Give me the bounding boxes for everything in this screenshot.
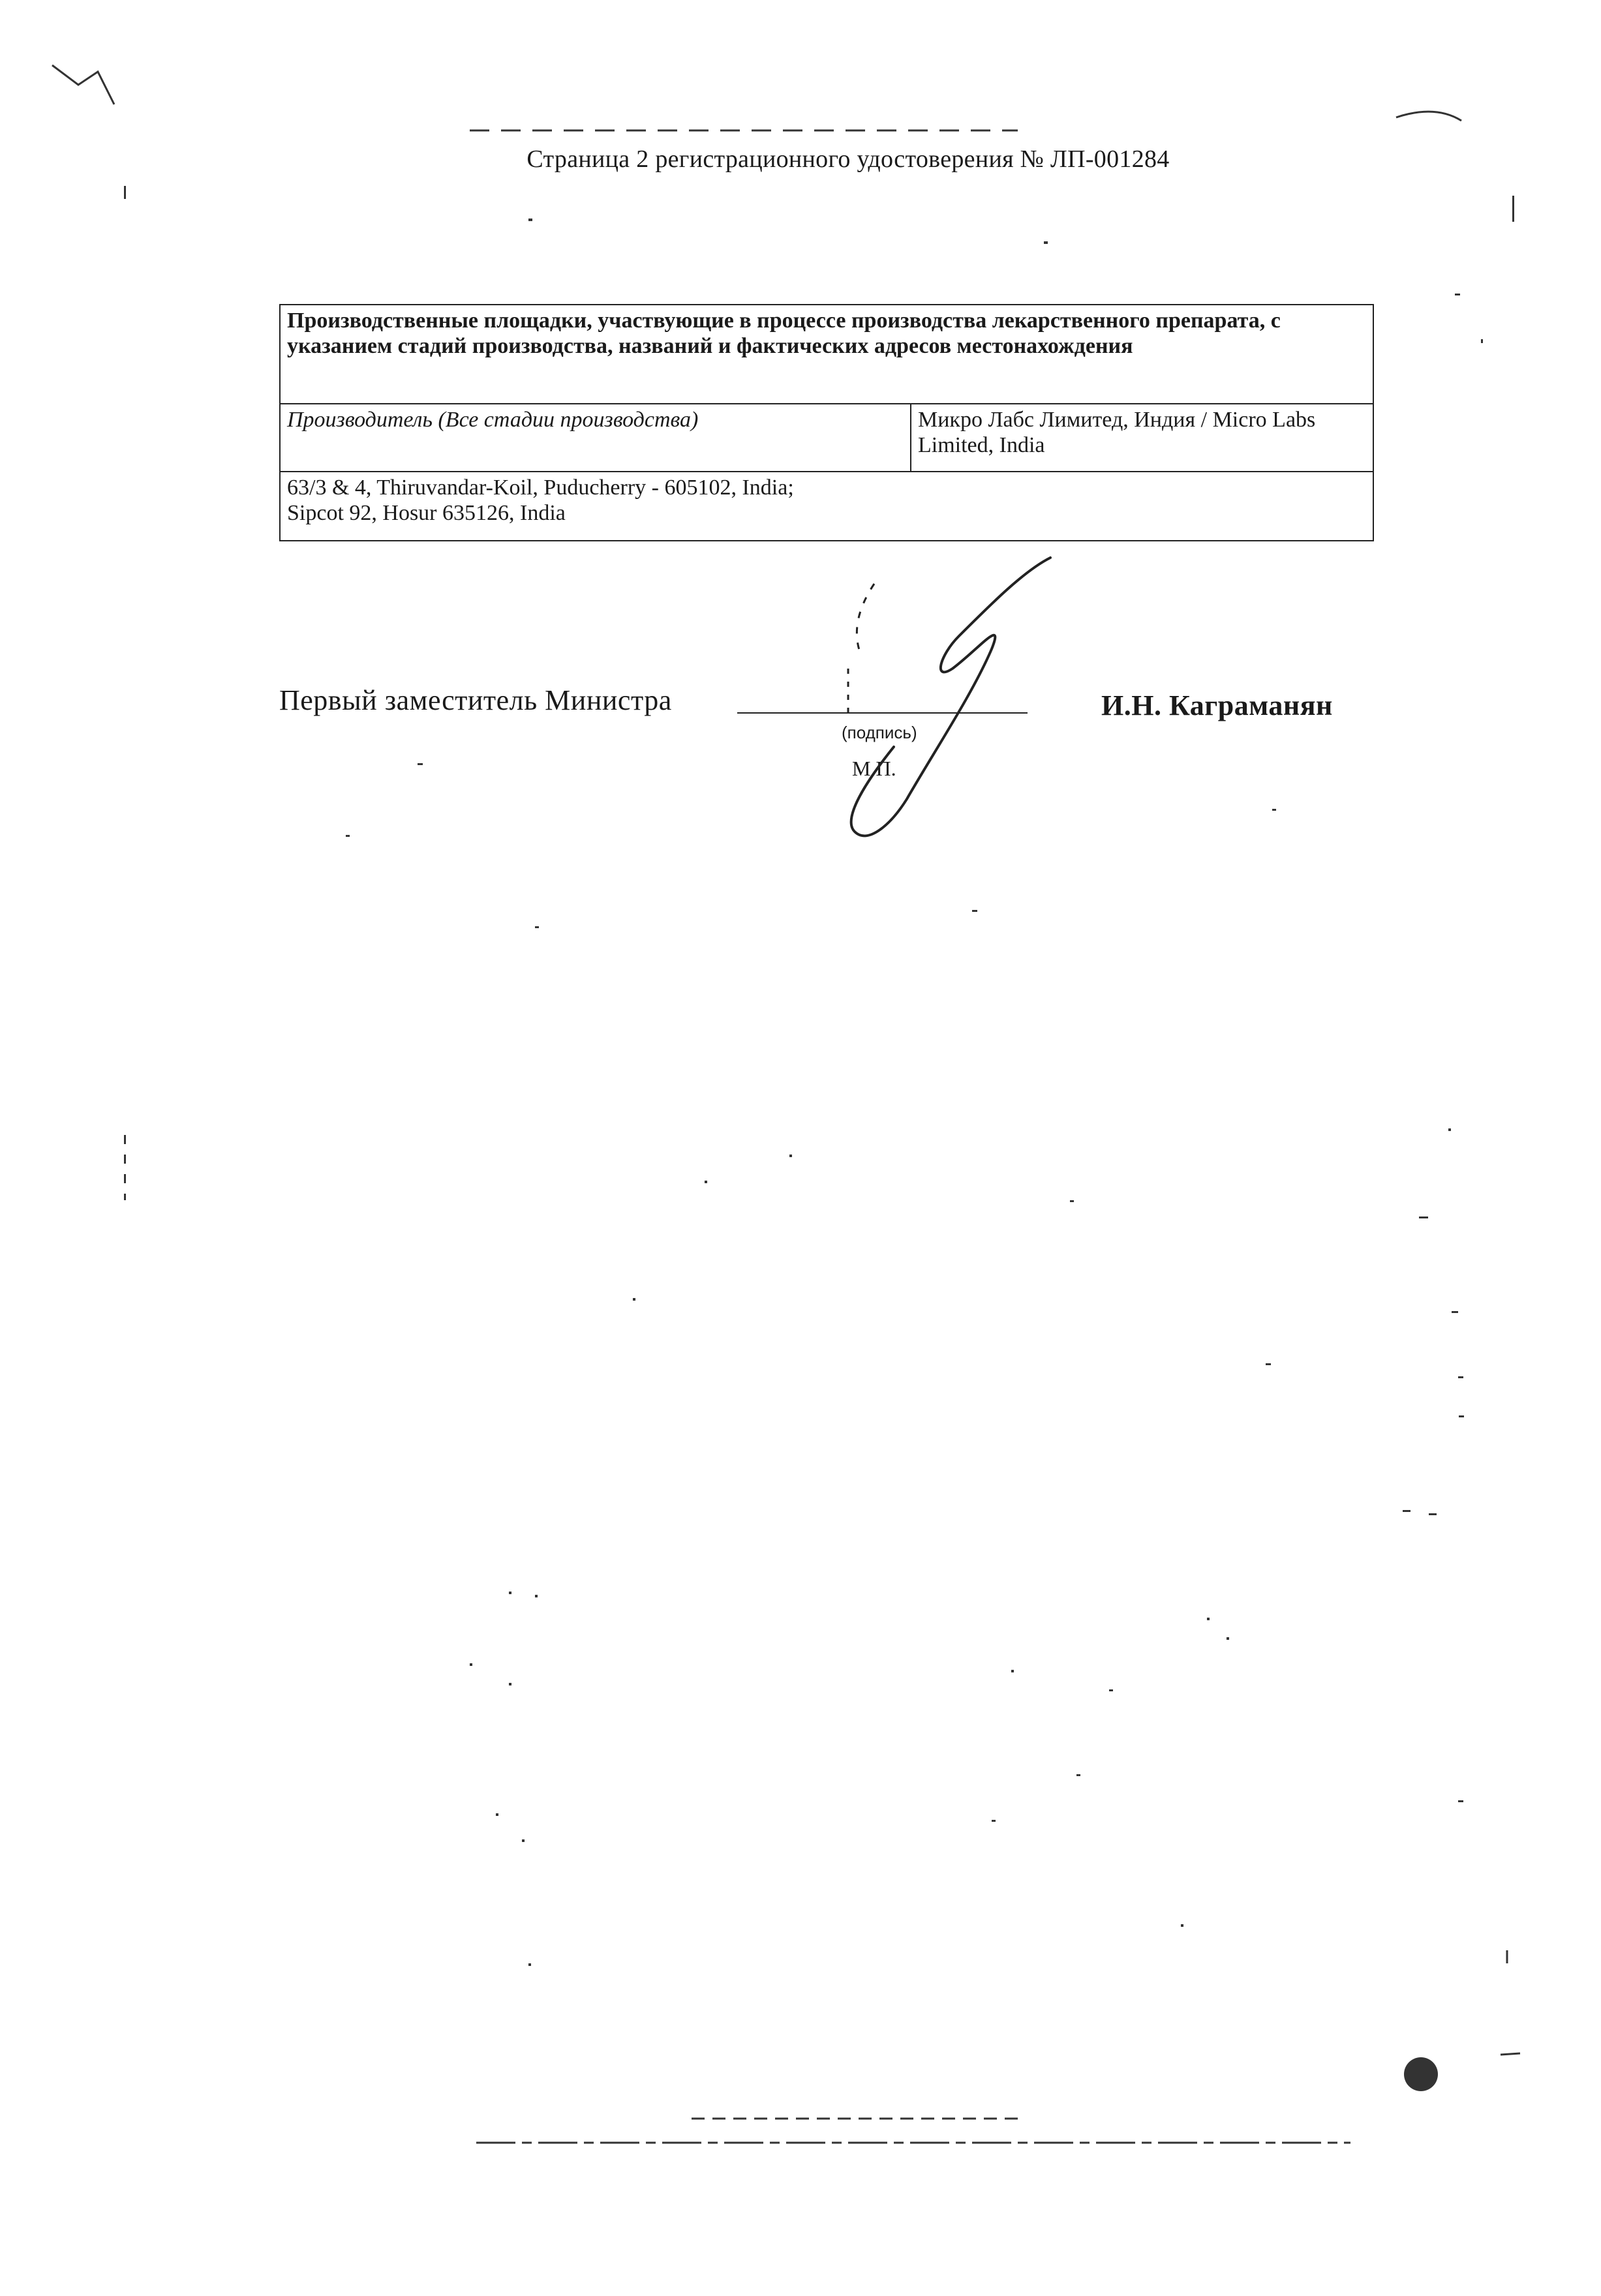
signer-name: И.Н. Каграманян	[1101, 689, 1333, 721]
producer-role: Производитель (Все стадии производства)	[280, 404, 911, 472]
address-line: 63/3 & 4, Thiruvandar-Koil, Puducherry - 605102, India;	[287, 476, 794, 500]
signature-caption: (подпись)	[842, 723, 917, 742]
production-sites-table	[279, 304, 1374, 541]
table-heading: Производственные площадки, участвующие в процессе производства лекарственного препарата, с указанием стадий производства, названий и фактических адресов местонахождения	[280, 305, 1373, 404]
page-caption: Страница 2 регистрационного удостоверения № ЛП-001284	[526, 145, 1170, 173]
address-line: Sipcot 92, Hosur 635126, India	[287, 501, 566, 526]
table-row	[280, 404, 1373, 472]
producer-address	[280, 472, 1373, 541]
table-heading-row	[280, 305, 1373, 404]
seal-mark: М.П.	[852, 757, 896, 780]
handwritten-signature	[829, 545, 1063, 851]
producer-name: Микро Лабс Лимитед, Индия / Micro Labs Limited, India	[911, 404, 1373, 472]
signatory-position: Первый заместитель Министра	[279, 684, 672, 716]
table-row	[280, 472, 1373, 541]
